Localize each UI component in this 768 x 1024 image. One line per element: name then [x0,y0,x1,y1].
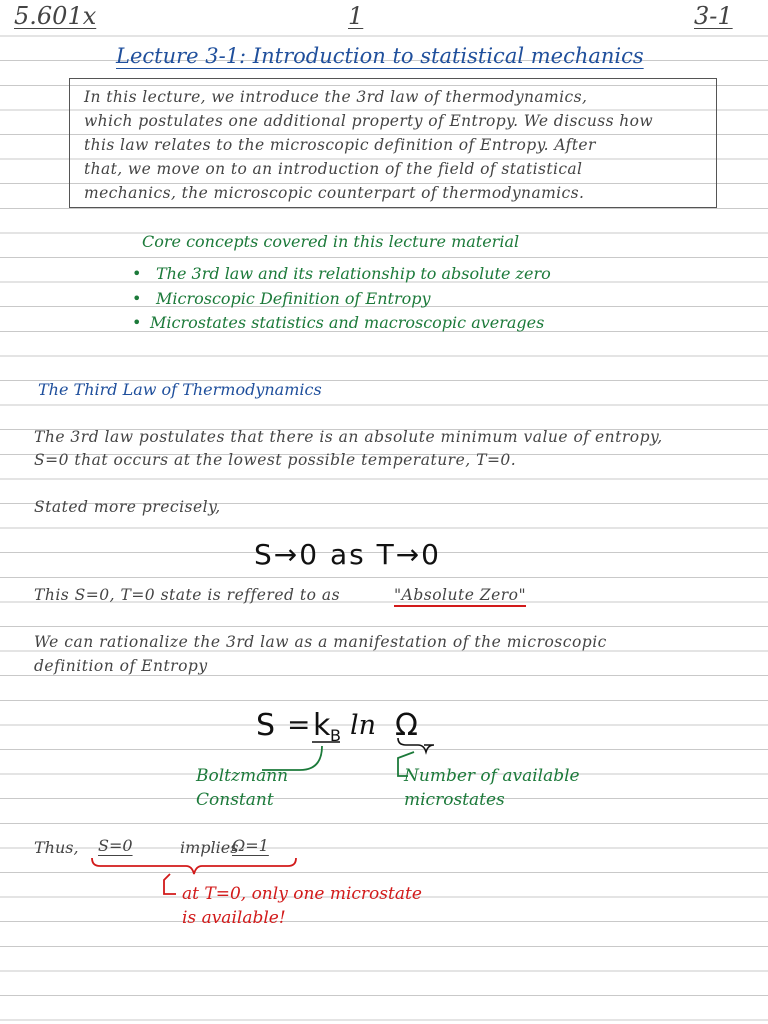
absolute-zero-prefix: This S=0, T=0 state is reffered to as [34,586,341,604]
thus-implies: implies [180,838,239,857]
section-heading: The Third Law of Thermodynamics [38,380,322,399]
core-concept-1: The 3rd law and its relationship to absolute zero [156,264,551,283]
law-line-2: S=0 that occurs at the lowest possible temperature, T=0. [34,451,517,469]
core-concepts-heading: Core concepts covered in this lecture material [142,232,520,251]
boltzmann-k: k [313,708,331,743]
thus-prefix: Thus, [34,838,79,857]
thus-omega-equals-1: Ω=1 [232,836,269,855]
note-pointer [164,874,176,894]
page-number: 1 [348,2,364,30]
boltzmann-omega: Ω [395,708,418,743]
boltzmann-k-subscript: B [330,726,341,745]
note-line-2: is available! [182,908,286,928]
boltzmann-pointer [262,746,322,770]
page-code: 3-1 [694,2,733,30]
law-line-1: The 3rd law postulates that there is an absolute minimum value of entropy, [34,428,663,446]
omega-underbrace [398,738,434,752]
intro-line-3: this law relates to the microscopic definition of Entropy. After [84,136,596,154]
intro-line-1: In this lecture, we introduce the 3rd law of thermodynamics, [84,88,588,106]
boltzmann-label-2: Constant [196,790,274,810]
rationalize-line-2: definition of Entropy [34,657,208,675]
lecture-title: Lecture 3-1: Introduction to statistical mechanics [116,44,644,68]
microstates-label-1: Number of available [404,766,580,786]
bullet-2: • [132,289,142,308]
bullet-1: • [132,264,142,283]
course-code: 5.601x [14,2,97,30]
absolute-zero-term: "Absolute Zero" [394,586,526,607]
note-line-1: at T=0, only one microstate [182,884,422,904]
thus-red-brace [92,858,296,874]
core-concept-2: Microscopic Definition of Entropy [156,289,431,308]
boltzmann-label-1: Boltzmann [196,766,289,786]
bullet-3: • [132,313,142,332]
thus-s-equals-0: S=0 [98,836,133,855]
core-concept-3: Microstates statistics and macroscopic averages [150,313,545,332]
rationalize-line-1: We can rationalize the 3rd law as a manifestation of the microscopic [34,633,607,651]
law-line-3: Stated more precisely, [34,498,221,516]
intro-line-5: mechanics, the microscopic counterpart of thermodynamics. [84,184,585,202]
intro-line-2: which postulates one additional property of Entropy. We discuss how [84,112,654,130]
microstates-label-2: microstates [404,790,505,810]
boltzmann-s: S [256,708,276,743]
intro-line-4: that, we move on to an introduction of the field of statistical [84,160,583,178]
boltzmann-equals: = [287,708,311,741]
microstates-pointer [398,752,414,776]
boltzmann-ln: ln [350,710,377,741]
limit-equation: S→0 as T→0 [254,538,441,571]
